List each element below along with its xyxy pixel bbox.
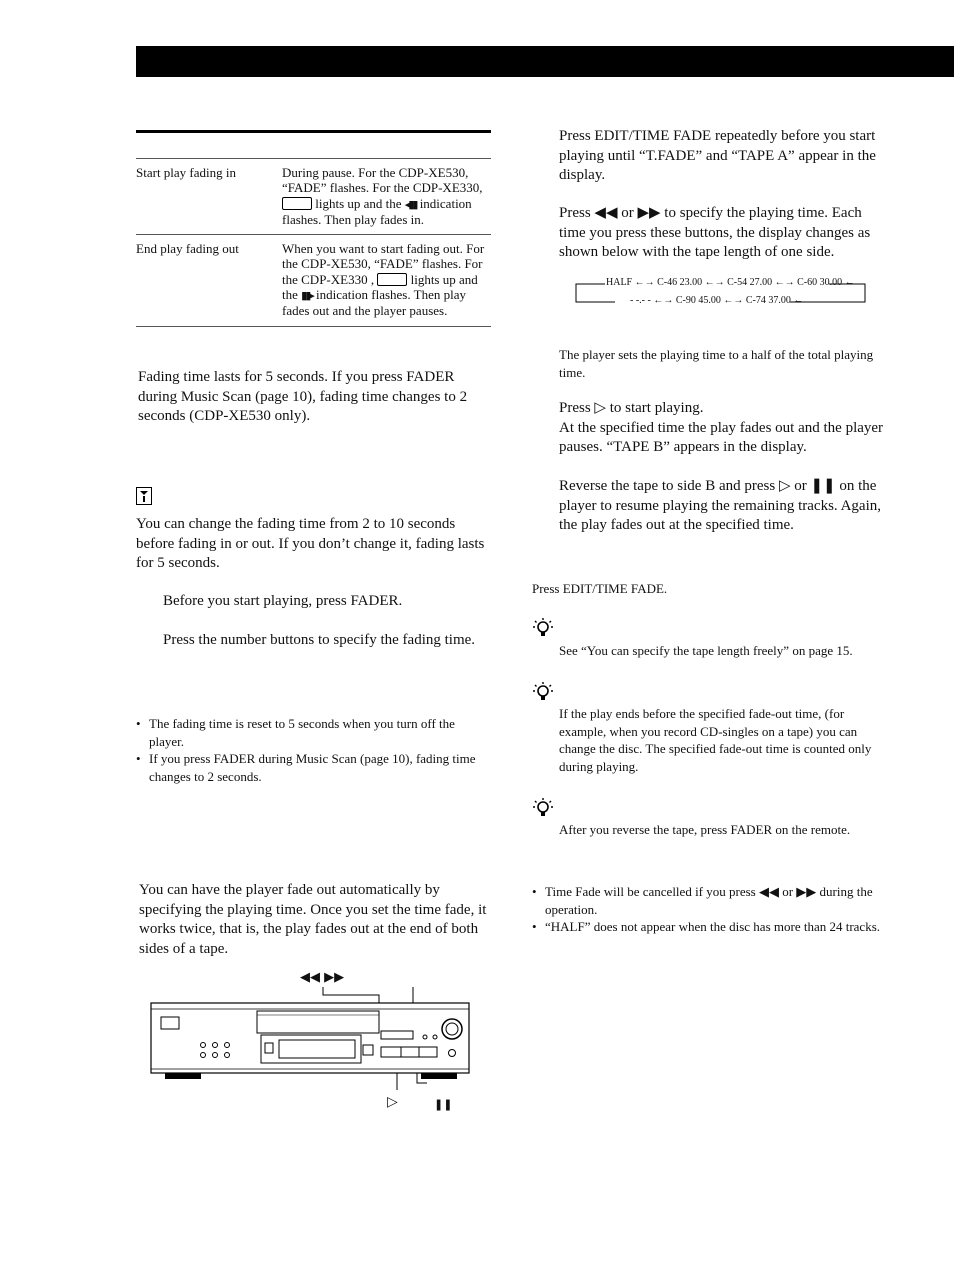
timefade-intro: You can have the player fade out automatically by specifying the playing time. Once you set the time fade, it works twice, that is, the play fades out at the end of both sides of a tape.	[139, 882, 487, 957]
table-term: End play fading out	[136, 241, 239, 257]
sequence-top: HALF ←→ C-46 23.00 ←→ C-54 27.00 ←→ C-60 30.00 ←	[606, 277, 855, 288]
table-description: When you want to start fading out. For the CDP-XE530, “FADE” flashes. For the CDP-XE330 , lights up and the ▮▮▸ indication flashes. Then play fades out and the player pauses.	[282, 241, 485, 319]
list-item: • “HALF” does not appear when the disc has more than 24 tracks.	[532, 918, 882, 936]
fade-out-icon: ▮▮▸	[301, 289, 313, 303]
tip-icon	[532, 797, 554, 819]
pause-icon: ❚❚	[434, 1098, 453, 1111]
change-notes	[136, 715, 486, 785]
skip-buttons-label: ◀◀ ▶▶	[300, 970, 345, 985]
tip-1: See “You can specify the tape length freely” on page 15.	[559, 643, 853, 658]
change-step-1: Before you start playing, press FADER.	[163, 593, 403, 609]
tape-length-sequence	[575, 276, 867, 308]
list-item: • Time Fade will be cancelled if you press ◀◀ or ▶▶ during the operation.	[532, 883, 882, 918]
step-2: Press ◀◀ or ▶▶ to specify the playing time. Each time you press these buttons, the display changes as shown below with the tape length of one side.	[559, 205, 871, 260]
cd-player-illustration	[145, 985, 485, 1090]
cancel-text: Press EDIT/TIME FADE.	[532, 581, 668, 596]
step-3: Press ▷ to start playing. At the specified time the play fades out and the player pauses. “TAPE B” appears in the display.	[559, 400, 884, 455]
info-icon	[136, 487, 153, 506]
fade-table	[136, 158, 491, 327]
half-note: The player sets the playing time to a half of the total playing time.	[559, 347, 874, 380]
table-row	[136, 234, 491, 326]
table-term: Start play fading in	[136, 165, 237, 180]
timefade-notes	[532, 883, 882, 936]
table-row	[136, 158, 491, 234]
display-indicator-icon	[282, 197, 312, 210]
step-4: Reverse the tape to side B and press ▷ or ❚❚ on the player to resume playing the remaining tracks. Again, the play fades out at the specified time.	[559, 478, 881, 533]
header-bar	[136, 46, 954, 77]
tip-icon	[532, 617, 554, 639]
tip-3: After you reverse the tape, press FADER on the remote.	[559, 822, 851, 837]
table-description: During pause. For the CDP-XE530, “FADE” flashes. For the CDP-XE330, lights up and the ◂▮▮ indication flashes. Then play fades in.	[282, 165, 483, 227]
list-item: • The fading time is reset to 5 seconds when you turn off the player.	[136, 715, 486, 750]
tip-icon	[532, 681, 554, 703]
list-item: • If you press FADER during Music Scan (page 10), fading time changes to 2 seconds.	[136, 750, 486, 785]
sequence-bottom: - -.- - ←→ C-90 45.00 ←→ C-74 37.00 ←	[630, 295, 804, 306]
change-intro: You can change the fading time from 2 to 10 seconds before fading in or out. If you don’t change it, fading lasts for 5 seconds.	[136, 516, 485, 571]
play-icon: ▷	[387, 1094, 398, 1110]
change-step-2: Press the number buttons to specify the fading time.	[163, 632, 476, 648]
display-indicator-icon	[377, 273, 407, 286]
step-1: Press EDIT/TIME FADE repeatedly before you start playing until “T.FADE” and “TAPE A” appear in the display.	[559, 128, 876, 183]
fade-in-icon: ◂▮▮	[404, 197, 417, 211]
fading-note: Fading time lasts for 5 seconds. If you press FADER during Music Scan (page 10), fading time changes to 2 seconds (CDP-XE530 only).	[138, 369, 468, 424]
table-top-rule	[136, 130, 491, 133]
tip-2: If the play ends before the specified fade-out time, (for example, when you record CD-singles on a tape) you can change the disc. The specified fade-out time is counted only during playing.	[559, 706, 872, 774]
